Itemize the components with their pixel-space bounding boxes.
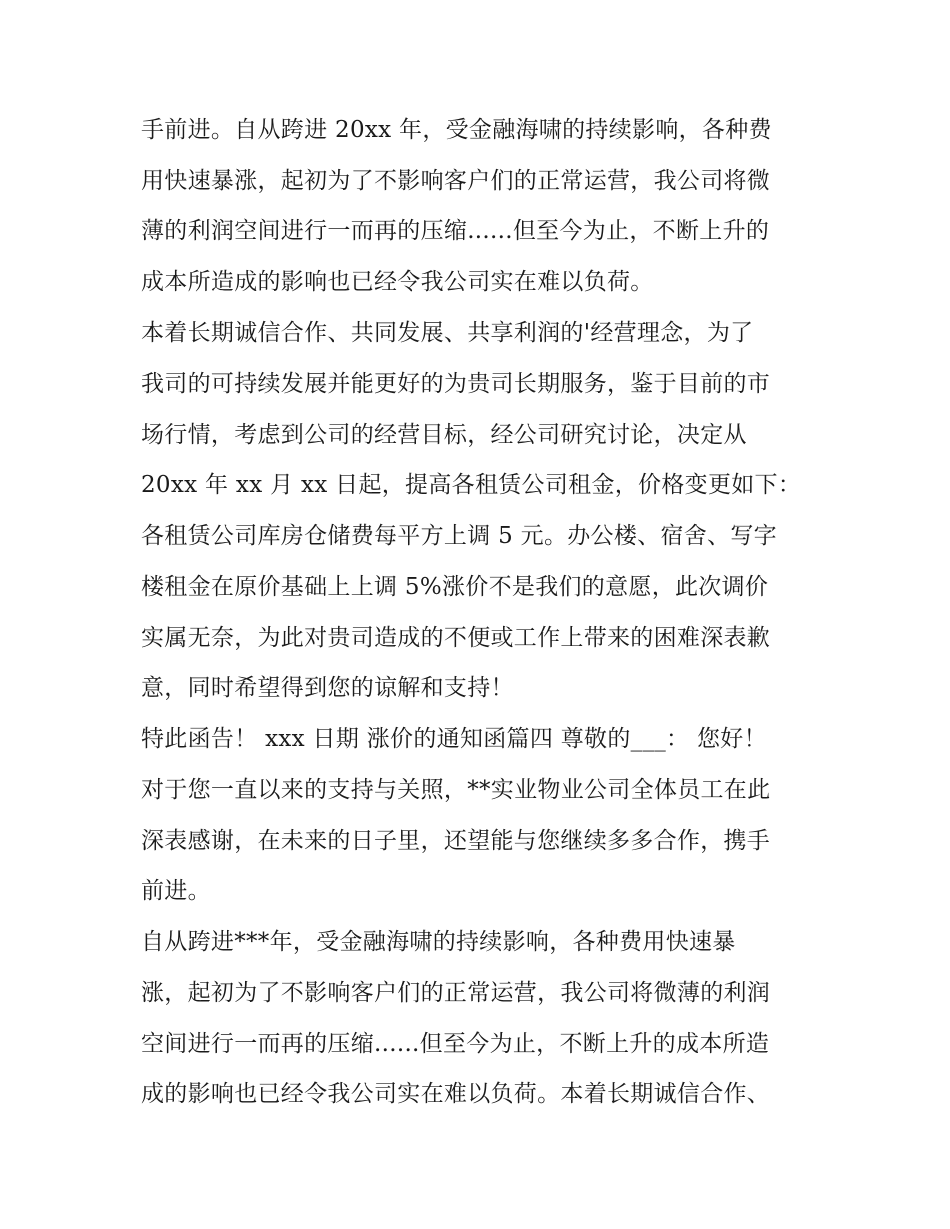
text-line: 成本所造成的影响也已经令我公司实在难以负荷。: [141, 269, 654, 295]
text-line: 意，同时希望得到您的谅解和支持！: [141, 675, 514, 701]
text-line: 特此函告！ xxx 日期 涨价的通知函篇四 尊敬的___： 您好！: [141, 726, 767, 752]
text-line: 各租赁公司库房仓储费每平方上调 5 元。办公楼、宿舍、写字: [141, 523, 777, 549]
text-line: 场行情，考虑到公司的经营目标，经公司研究讨论，决定从: [141, 422, 747, 448]
text-line: 自从跨进***年，受金融海啸的持续影响，各种费用快速暴: [141, 929, 736, 955]
text-line: 成的影响也已经令我公司实在难以负荷。本着长期诚信合作、: [141, 1081, 771, 1107]
text-line: 实属无奈，为此对贵司造成的不便或工作上带来的困难深表歉: [141, 625, 771, 651]
text-line: 用快速暴涨，起初为了不影响客户们的正常运营，我公司将微: [141, 168, 771, 194]
text-line: 楼租金在原价基础上上调 5%涨价不是我们的意愿，此次调价: [141, 574, 769, 600]
text-line: 涨，起初为了不影响客户们的正常运营，我公司将微薄的利润: [141, 980, 771, 1006]
text-line: 20xx 年 xx 月 xx 日起，提高各租赁公司租金，价格变更如下：: [141, 472, 802, 498]
text-line: 前进。: [141, 878, 211, 904]
text-line: 手前进。自从跨进 20xx 年，受金融海啸的持续影响，各种费: [141, 117, 772, 143]
text-line: 对于您一直以来的支持与关照，**实业物业公司全体员工在此: [141, 777, 771, 803]
text-line: 薄的利润空间进行一而再的压缩......但至今为止，不断上升的: [141, 218, 770, 244]
text-line: 深表感谢，在未来的日子里，还望能与您继续多多合作，携手: [141, 828, 771, 854]
text-line: 本着长期诚信合作、共同发展、共享利润的'经营理念，为了: [141, 320, 754, 346]
text-line: 空间进行一而再的压缩......但至今为止，不断上升的成本所造: [141, 1031, 770, 1057]
text-line: 我司的可持续发展并能更好的为贵司长期服务，鉴于目前的市: [141, 371, 771, 397]
